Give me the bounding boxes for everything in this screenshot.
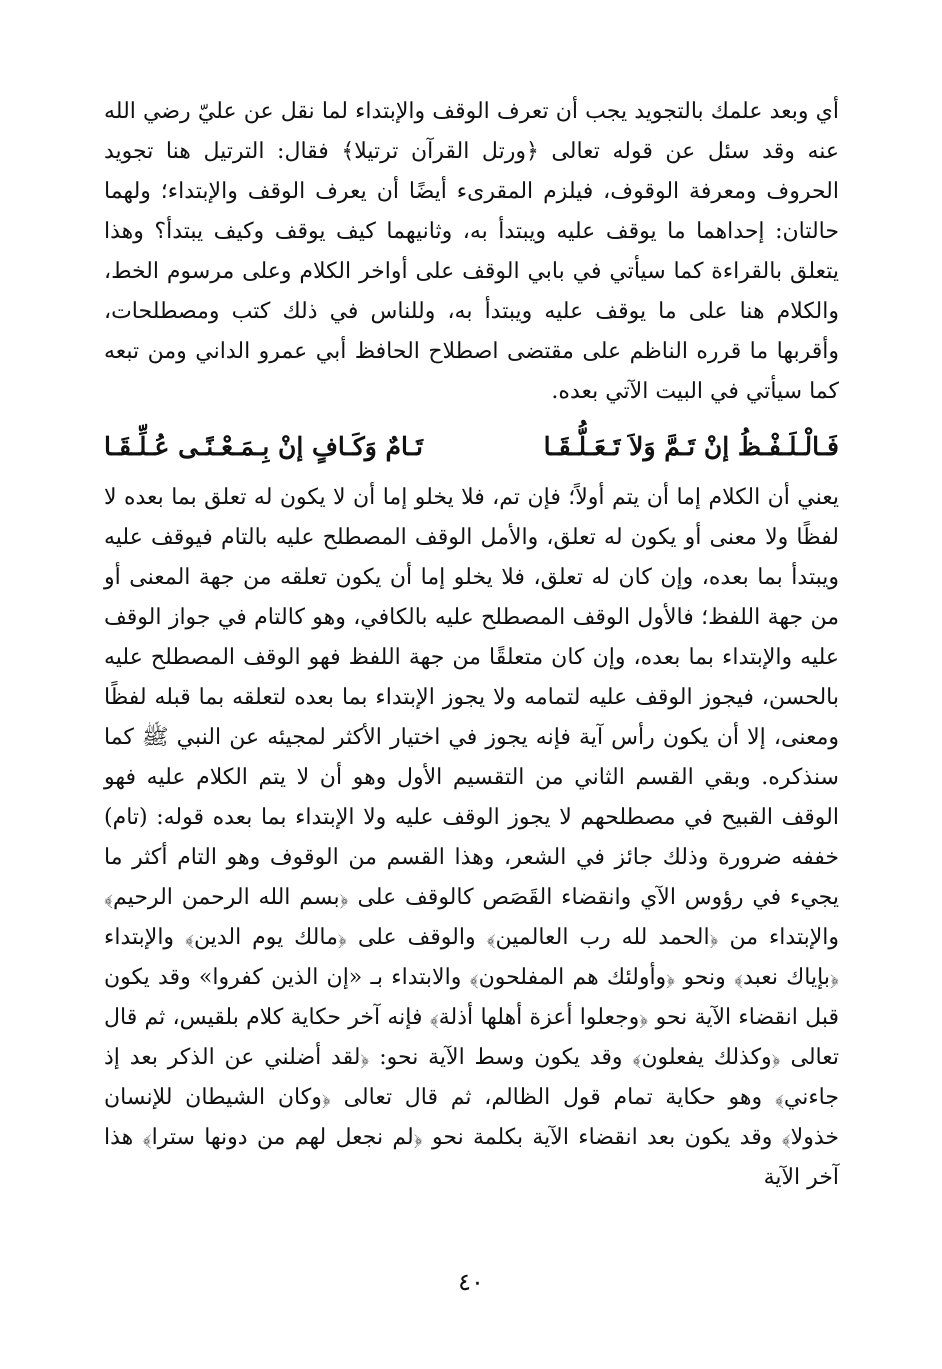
page-body: [104, 92, 839, 1198]
poem-verse: [104, 426, 839, 468]
page-number: ٤٠: [458, 1268, 484, 1296]
verse-first-hemistich: فَـالْـلَـفْـظُ إنْ تَـمَّ وَلاَ تَـعَـلُّـقَـا: [543, 432, 839, 461]
paragraph-commentary: يعني أن الكلام إما أن يتم أولاً؛ فإن تم، فلا يخلو إما أن لا يكون له تعلق بما بعده لا لفظًا ولا معنى أو يكون له تعلق، والأمل الوقف المصطلح عليه بالتام فيوقف عليه ويبتدأ بما بعده، وإن كان له تعلق، فلا يخلو إما أن يكون تعلقه من جهة المعنى أو من جهة اللفظ؛ فالأول الوقف المصطلح عليه بالكافي، وهو كالتام في جواز الوقف عليه والإبتداء بما بعده، وإن كان متعلقًا من جهة اللفظ فهو الوقف المصطلح عليه بالحسن، فيجوز الوقف عليه لتمامه ولا يجوز الإبتداء بما بعده لتعلقه بما قبله لفظًا ومعنى، إلا أن يكون رأس آية فإنه يجوز في اختيار الأكثر لمجيئه عن النبي ﷺ كما سنذكره. وبقي القسم الثاني من التقسيم الأول وهو أن لا يتم الكلام عليه فهو الوقف القبيح في مصطلحهم لا يجوز الوقف عليه ولا الإبتداء بما بعده قوله: (تام) خففه ضرورة وذلك جائز في الشعر، وهذا القسم من الوقوف وهو التام أكثر ما يجيء في رؤوس الآي وانقضاء القَصَص كالوقف على ﴿بسم الله الرحمن الرحيم﴾ والإبتداء من ﴿الحمد لله رب العالمين﴾ والوقف على ﴿مالك يوم الدين﴾ والإبتداء ﴿بإياك نعبد﴾ ونحو ﴿وأولئك هم المفلحون﴾ والابتداء بـ «إن الذين كفروا» وقد يكون قبل انقضاء الآية نحو ﴿وجعلوا أعزة أهلها أذلة﴾ فإنه آخر حكاية كلام بلقيس، ثم قال تعالى ﴿وكذلك يفعلون﴾ وقد يكون وسط الآية نحو: ﴿لقد أضلني عن الذكر بعد إذ جاءني﴾ وهو حكاية تمام قول الظالم، ثم قال تعالى ﴿وكان الشيطان للإنسان خذولا﴾ وقد يكون بعد انقضاء الآية بكلمة نحو ﴿لم نجعل لهم من دونها سترا﴾ هذا آخر الآية: [104, 485, 840, 1190]
paragraph-intro: أي وبعد علمك بالتجويد يجب أن تعرف الوقف والإبتداء لما نقل عن عليّ رضي الله عنه وقد سئل عن قوله تعالى ﴿ورتل القرآن ترتيلا﴾ فقال: الترتيل هنا تجويد الحروف ومعرفة الوقوف، فيلزم المقرىء أيضًا أن يعرف الوقف والإبتداء؛ ولهما حالتان: إحداهما ما يوقف عليه ويبتدأ به، وثانيهما كيف يوقف وكيف يبتدأ؟ وهذا يتعلق بالقراءة كما سيأتي في بابي الوقف على أواخر الكلام وعلى مرسوم الخط، والكلام هنا على ما يوقف عليه ويبتدأ به، وللناس في ذلك كتب ومصطلحات، وأقربها ما قرره الناظم على مقتضى اصطلاح الحافظ أبي عمرو الداني ومن تبعه كما سيأتي في البيت الآتي بعده.: [104, 99, 840, 404]
verse-second-hemistich: تَـامٌ وَكَـافٍ إنْ بِـمَـعْـنًـى عُـلِّـقَـا: [104, 432, 423, 461]
